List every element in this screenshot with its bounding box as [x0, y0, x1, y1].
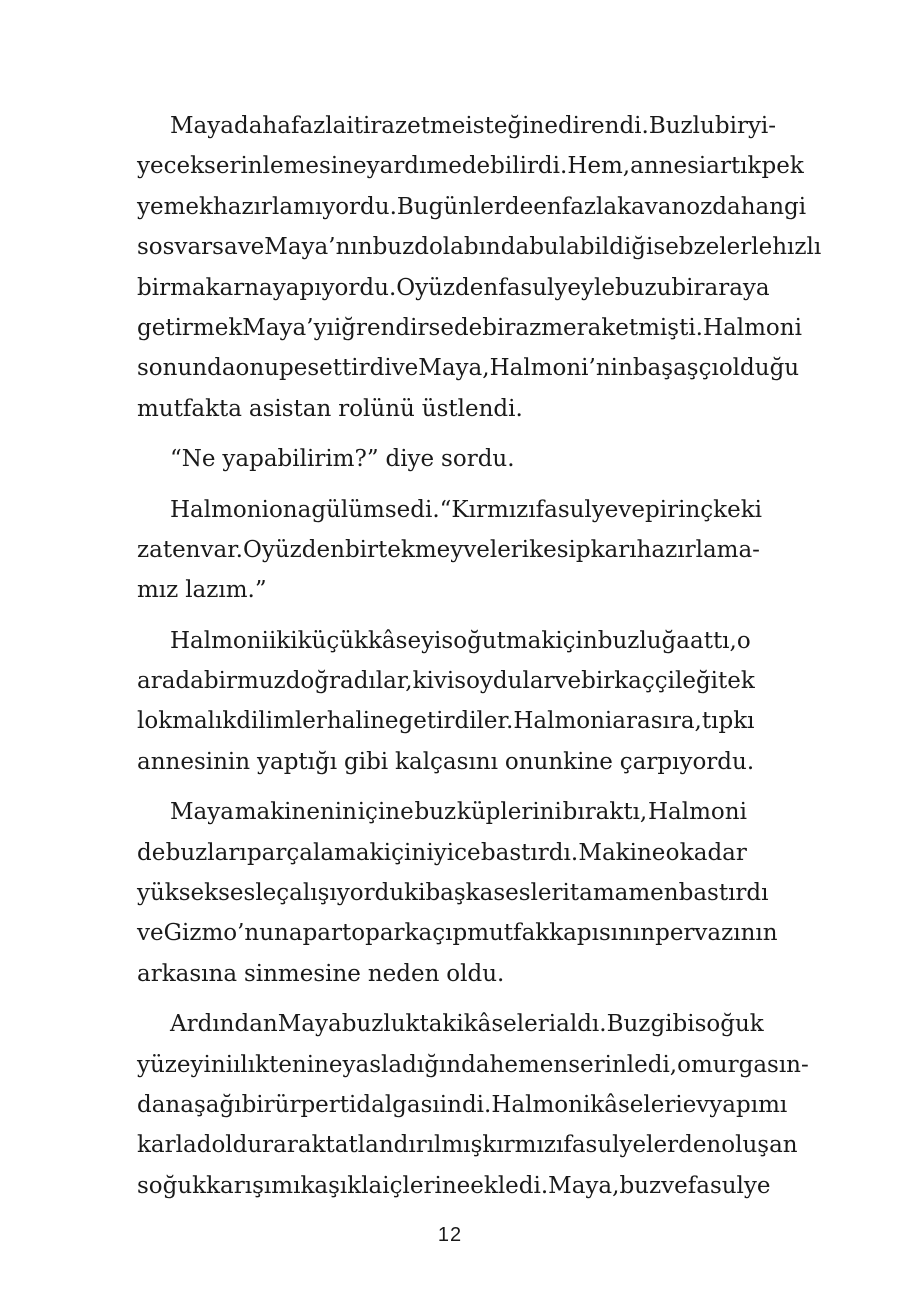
paragraph	[137, 490, 762, 611]
text-line: sonunda onu pes ettirdi ve Maya, Halmoni’nin başaşçı olduğu	[137, 355, 800, 382]
text-line: ve Gizmo’nun apar topar kaçıp mutfak kapısının pervazının	[137, 920, 778, 947]
text-line: arkasına sinmesine neden oldu.	[137, 960, 505, 987]
paragraph	[137, 792, 778, 994]
paragraph	[137, 439, 747, 479]
text-line: lokmalık dilimler haline getirdiler. Halmoni ara sıra, tıpkı	[137, 708, 755, 735]
text-line: yüzeyini ılık tenine yasladığında hemen serinledi, omurgasın-	[137, 1051, 809, 1078]
text-line: mız lazım.”	[137, 577, 267, 604]
text-line: dan aşağı bir ürperti dalgası indi. Halmoni kâseleri ev yapımı	[137, 1091, 788, 1118]
text-line: sos varsa ve Maya’nın buzdolabında bulabildiği sebzelerle hızlı	[137, 234, 822, 261]
body-text	[137, 106, 822, 1206]
text-line: Ardından Maya buzluktaki kâseleri aldı. Buz gibi soğuk	[170, 1011, 764, 1038]
paragraph	[137, 621, 755, 783]
text-line: bir makarna yapıyordu. O yüzden fasulyeyle buzu bir araya	[137, 274, 770, 301]
text-line: yecek serinlemesine yardım edebilirdi. Hem, annesi artık pek	[137, 153, 804, 180]
text-line: soğuk karışımı kaşıkla içlerine ekledi. Maya, buz ve fasulye	[137, 1172, 771, 1199]
text-line: yüksek sesle çalışıyordu ki başka sesleri tamamen bastırdı	[137, 880, 769, 907]
text-line: getirmek Maya’yı iğrendirse de biraz merak etmişti. Halmoni	[137, 314, 802, 341]
text-line: “Ne yapabilirim?” diye sordu.	[170, 446, 515, 473]
text-line: de buzları parçalamak için iyice bastırdı. Makine o kadar	[137, 839, 747, 866]
text-line: Halmoni ona gülümsedi. “Kırmızı fasulye ve pirinç keki	[170, 496, 762, 523]
text-line: mutfakta asistan rolünü üstlendi.	[137, 395, 523, 422]
text-line: annesinin yaptığı gibi kalçasını onunkine çarpıyordu.	[137, 748, 755, 775]
text-line: karla doldurarak tatlandırılmış kırmızı fasulyelerden oluşan	[137, 1132, 798, 1159]
text-line: Maya makinenin içine buz küplerini bıraktı, Halmoni	[170, 799, 747, 826]
text-line: yemek hazırlamıyordu. Bugünlerde en fazla kavanozda hangi	[137, 193, 807, 220]
text-line: Maya daha fazla itiraz etme isteğine direndi. Buzlu bir yi-	[170, 113, 777, 139]
text-line: zaten var. O yüzden bir tek meyveleri kesip karı hazırlama-	[137, 536, 760, 563]
text-line: Halmoni iki küçük kâseyi soğutmak için buzluğa attı, o	[170, 627, 751, 654]
paragraph	[137, 106, 822, 429]
text-line: arada bir muz doğradılar, kivi soydular ve birkaç çileği tek	[137, 668, 755, 695]
page-number: 12	[437, 1224, 463, 1246]
paragraph	[137, 1004, 809, 1206]
